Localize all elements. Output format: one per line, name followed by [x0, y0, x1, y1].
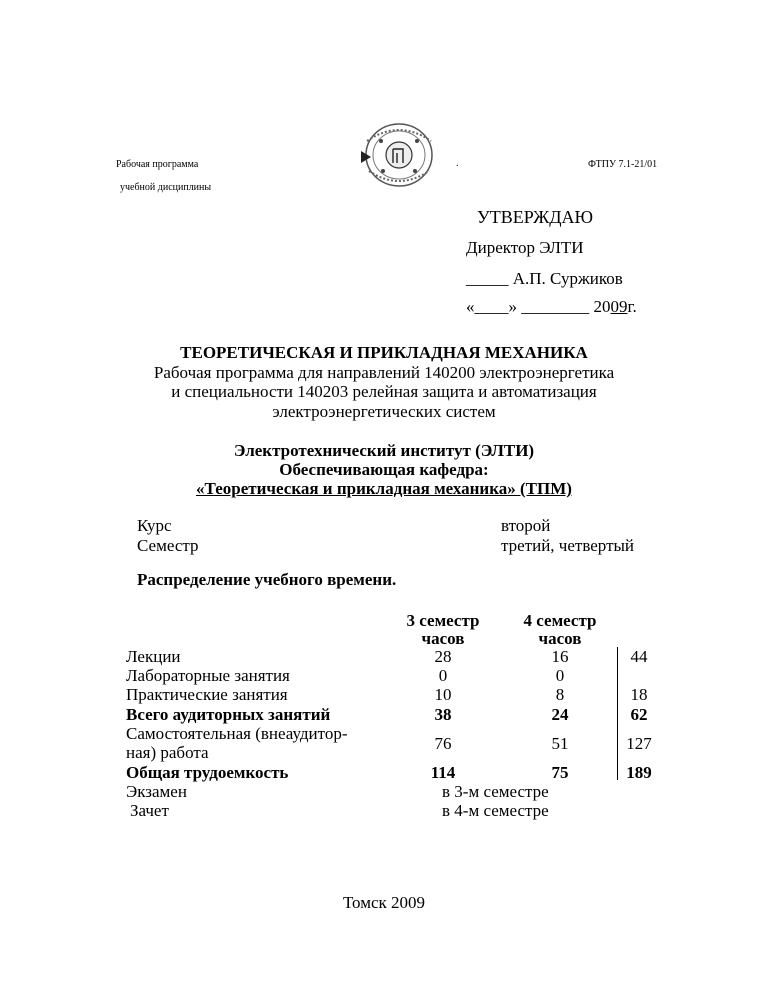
doc-type-line2: учебной дисциплины — [120, 182, 212, 193]
row-selfstudy-s3: 76 — [434, 734, 452, 753]
approve-signature-line — [466, 269, 623, 289]
course-label: Курс — [137, 516, 172, 535]
program-line-1: Рабочая программа для направлений 140200 электроэнергетика — [153, 363, 615, 382]
discipline-title: ТЕОРЕТИЧЕСКАЯ И ПРИКЛАДНАЯ МЕХАНИКА — [180, 343, 588, 362]
exam-value: в 3-м семестре — [442, 782, 549, 801]
approve-date-line — [466, 297, 637, 317]
credit-label: Зачет — [130, 801, 169, 820]
exam-label: Экзамен — [126, 782, 187, 801]
row-labs-label: Лабораторные занятия — [126, 666, 290, 685]
document-code: ФТПУ 7.1-21/01 — [588, 159, 658, 170]
row-lectures-total: 44 — [630, 647, 648, 666]
col-semester3-header: 3 семестр — [406, 611, 480, 630]
approve-title: УТВЕРЖДАЮ — [477, 207, 594, 227]
row-labs-s4: 0 — [555, 666, 565, 685]
row-practice-total: 18 — [630, 685, 648, 704]
date-year-decade: 09 — [610, 297, 628, 316]
date-day-blank: ____ — [474, 297, 509, 316]
city-year: Томск 2009 — [342, 893, 426, 912]
university-seal-logo — [357, 121, 437, 189]
credit-value: в 4-м семестре — [442, 801, 549, 820]
course-value: второй — [501, 516, 551, 535]
department-label: Обеспечивающая кафедра: — [279, 460, 489, 479]
semester-value: третий, четвертый — [501, 536, 635, 555]
signature-blank: _____ — [466, 269, 509, 288]
row-classroom-total-label: Всего аудиторных занятий — [126, 705, 331, 724]
institute-name: Электротехнический институт (ЭЛТИ) — [233, 441, 535, 460]
row-selfstudy-label-1: Самостоятельная (внеаудитор- — [126, 724, 348, 743]
row-lectures-s4: 16 — [551, 647, 569, 666]
col-semester3-unit: часов — [421, 629, 465, 648]
header-dot: . — [456, 158, 459, 169]
row-selfstudy-total: 127 — [626, 734, 652, 753]
row-classroom-total-s3: 38 — [434, 705, 452, 724]
row-lectures-s3: 28 — [434, 647, 452, 666]
row-classroom-total-total: 62 — [630, 705, 648, 724]
department-name: «Теоретическая и прикладная механика» (ТПМ) — [196, 479, 572, 498]
row-workload-label: Общая трудоемкость — [126, 763, 289, 782]
semester-label: Семестр — [137, 536, 199, 555]
row-workload-total: 189 — [626, 763, 652, 782]
row-selfstudy-s4: 51 — [551, 734, 569, 753]
row-workload-s3: 114 — [430, 763, 456, 782]
doc-type-line1: Рабочая программа — [116, 159, 199, 170]
row-workload-s4: 75 — [551, 763, 569, 782]
date-month-blank: ________ — [521, 297, 590, 316]
row-practice-s3: 10 — [434, 685, 452, 704]
distribution-heading: Распределение учебного времени. — [137, 570, 397, 589]
date-year-century: 20 — [593, 297, 611, 316]
program-line-3: электроэнергетических систем — [272, 402, 496, 421]
program-line-2: и специальности 140203 релейная защита и автоматизация — [171, 382, 597, 401]
col-semester4-unit: часов — [538, 629, 582, 648]
date-close-quote: » — [508, 297, 517, 316]
date-year-suffix: г. — [627, 297, 637, 316]
row-practice-s4: 8 — [555, 685, 565, 704]
row-selfstudy-label-2: ная) работа — [126, 743, 209, 762]
row-labs-s3: 0 — [438, 666, 448, 685]
approve-position: Директор ЭЛТИ — [466, 238, 584, 257]
row-practice-label: Практические занятия — [126, 685, 288, 704]
col-semester4-header: 4 семестр — [523, 611, 597, 630]
row-classroom-total-s4: 24 — [551, 705, 569, 724]
approver-name: А.П. Суржиков — [512, 269, 623, 288]
row-lectures-label: Лекции — [126, 647, 181, 666]
date-open-quote: « — [466, 297, 475, 316]
